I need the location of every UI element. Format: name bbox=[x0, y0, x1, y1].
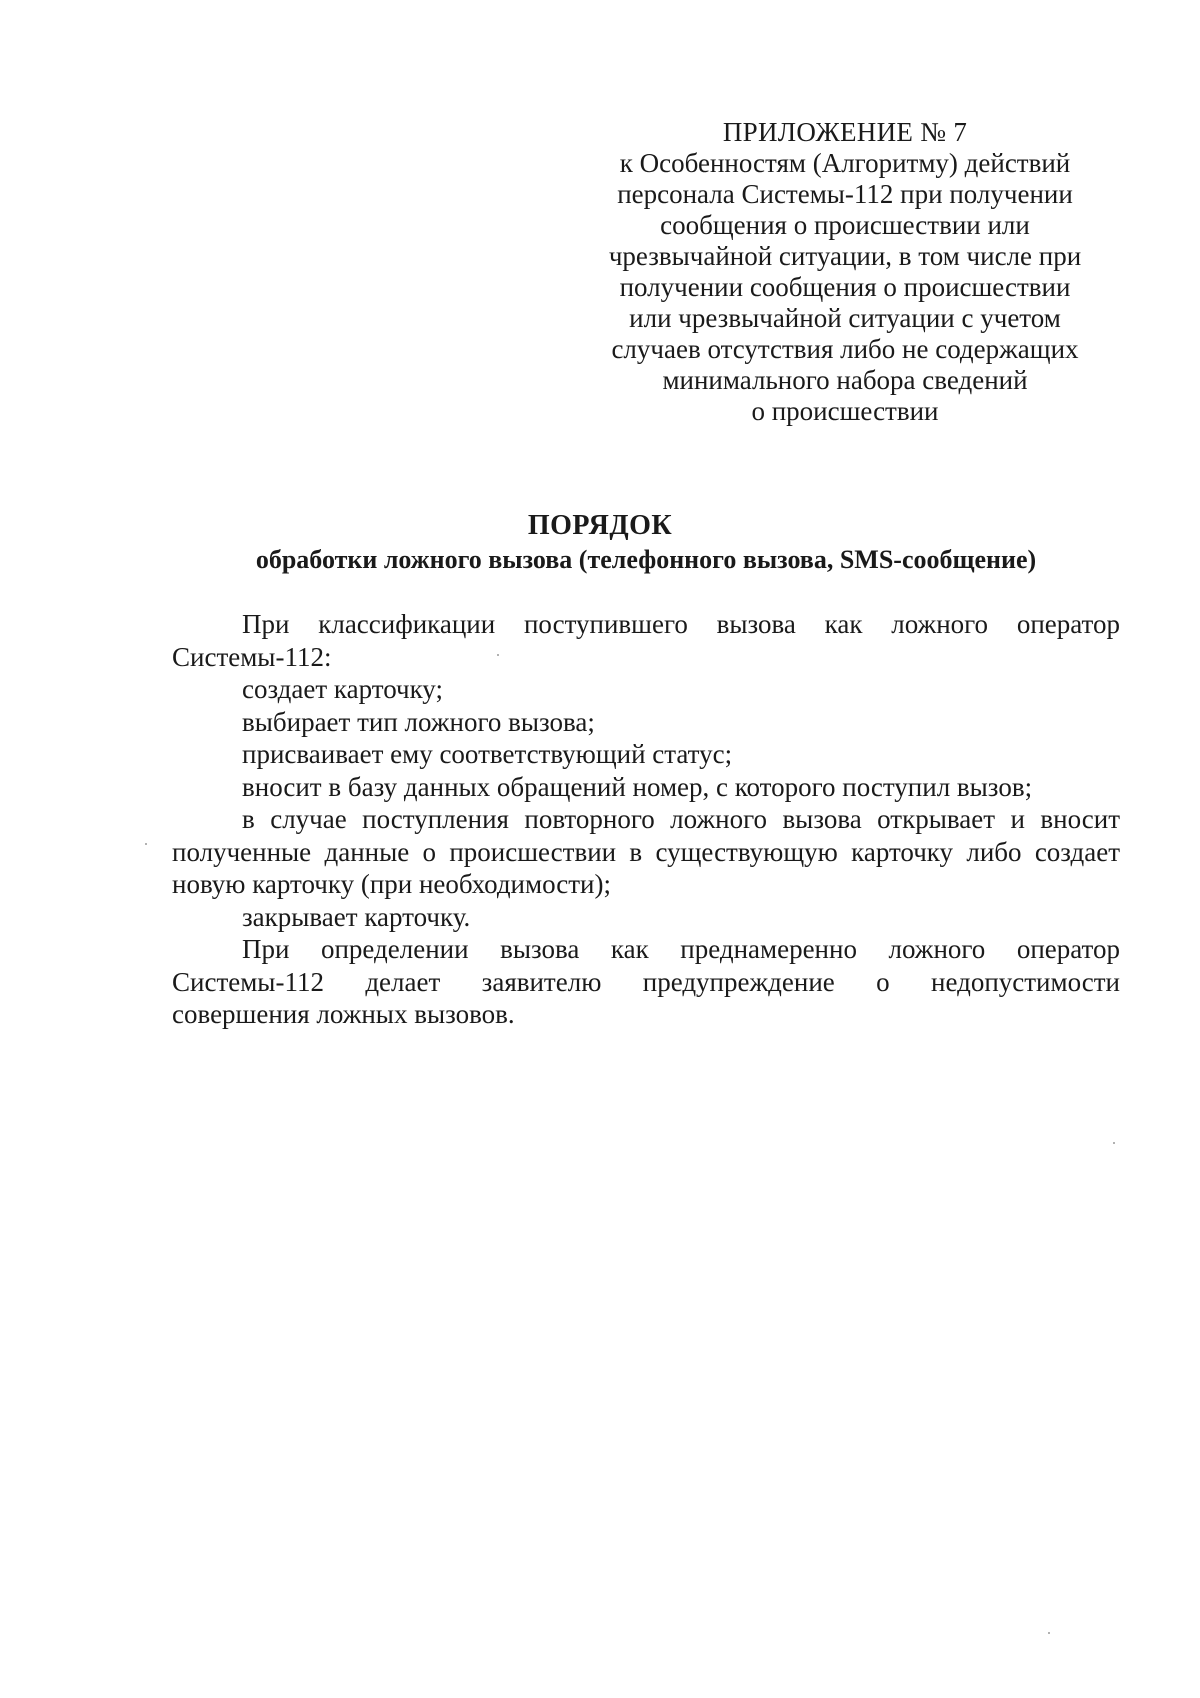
scan-speck bbox=[1048, 1632, 1050, 1634]
list-item: закрывает карточку. bbox=[242, 901, 471, 932]
text-line: совершения ложных вызовов. bbox=[172, 999, 515, 1029]
list-item: присваивает ему соответствующий статус; bbox=[242, 739, 733, 769]
paragraph-continuation bbox=[172, 641, 1120, 674]
paragraph-continuation bbox=[172, 836, 1120, 901]
appendix-line: случаев отсутствия либо не содержащих bbox=[611, 334, 1079, 364]
text-line: новую карточку (при необходимости); bbox=[172, 869, 611, 899]
appendix-line: чрезвычайной ситуации, в том числе при bbox=[608, 241, 1082, 271]
text-line: полученные данные о происшествии в существующую карточку либо создает bbox=[172, 836, 1120, 867]
paragraph-continuation bbox=[172, 966, 1120, 1031]
scan-speck bbox=[145, 843, 147, 845]
appendix-header bbox=[585, 117, 1105, 427]
text-line: При классификации поступившего вызова как ложного оператор bbox=[242, 609, 1120, 639]
appendix-line: или чрезвычайной ситуации с учетом bbox=[629, 303, 1061, 333]
appendix-line: минимального набора сведений bbox=[662, 365, 1028, 395]
text-line: Системы-112: bbox=[172, 641, 332, 672]
paragraph-deliberate-call bbox=[172, 933, 1120, 966]
appendix-line: персонала Системы-112 при получении bbox=[617, 179, 1073, 209]
scan-speck bbox=[1113, 1142, 1115, 1144]
paragraph-classification bbox=[172, 608, 1120, 641]
appendix-title: ПРИЛОЖЕНИЕ № 7 bbox=[722, 117, 968, 147]
document-subtitle: обработки ложного вызова (телефонного вызова, SMS-сообщение) bbox=[255, 545, 1037, 574]
scan-speck bbox=[497, 654, 499, 656]
appendix-line: сообщения о происшествии или bbox=[660, 210, 1030, 240]
text-line: При определении вызова как преднамеренно ложного оператор bbox=[242, 934, 1120, 964]
text-line: в случае поступления повторного ложного вызова открывает и вносит bbox=[242, 804, 1120, 834]
appendix-line: получении сообщения о происшествии bbox=[619, 272, 1071, 302]
appendix-line: о происшествии bbox=[751, 396, 939, 426]
appendix-line: к Особенностям (Алгоритму) действий bbox=[619, 148, 1071, 178]
text-line: Системы-112 делает заявителю предупреждение о недопустимости bbox=[172, 966, 1120, 997]
list-item: выбирает тип ложного вызова; bbox=[242, 706, 595, 737]
list-item: создает карточку; bbox=[242, 674, 443, 704]
document-title: ПОРЯДОК bbox=[527, 510, 673, 541]
list-item: вносит в базу данных обращений номер, с которого поступил вызов; bbox=[242, 771, 1033, 802]
paragraph-repeat-call bbox=[172, 803, 1120, 836]
document-body bbox=[172, 608, 1120, 1031]
